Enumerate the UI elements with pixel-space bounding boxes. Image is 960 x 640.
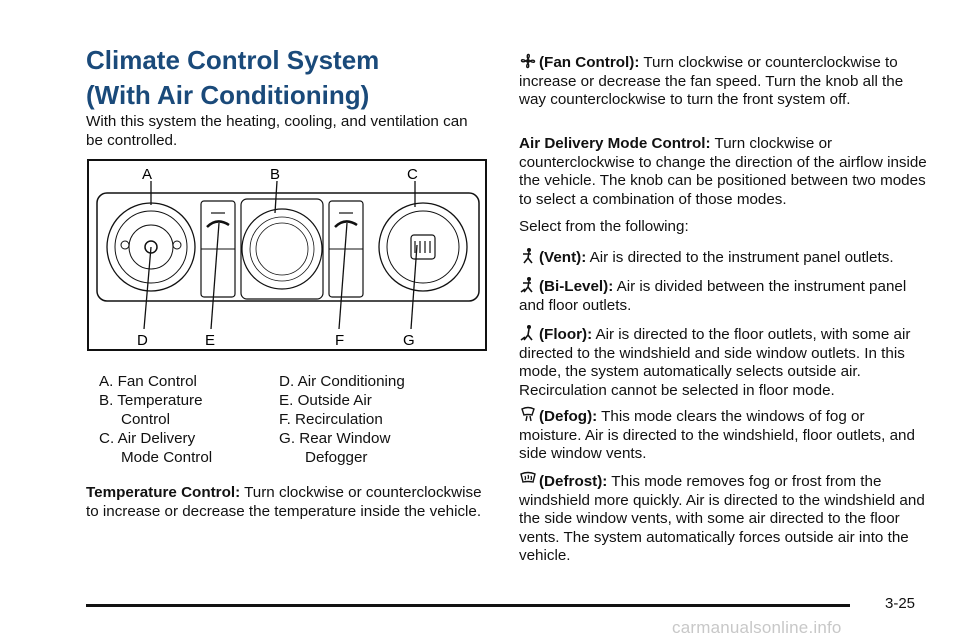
vent-text: Air is directed to the instrument panel outlets. xyxy=(586,249,894,266)
legend-c: C. Air Delivery xyxy=(99,430,196,447)
fan-icon xyxy=(519,52,537,70)
defrost-term: (Defrost): xyxy=(539,473,608,490)
bilevel-text: Air is divided between the instrument panel and floor outlets. xyxy=(519,278,907,314)
defog-term: (Defog): xyxy=(539,408,598,425)
figure-label-g: G xyxy=(403,332,415,349)
figure-label-d: D xyxy=(137,332,148,349)
title-line-1: Climate Control System xyxy=(86,45,380,75)
defrost-text: This mode removes fog or frost from the windshield more quickly. Air is directed to the windshield and the side window vents, with some air directed to the floor vents. The system automatically forces outside air into the vehicle. xyxy=(519,473,925,564)
legend-f: F. Recirculation xyxy=(279,411,383,428)
outside-air-icon xyxy=(207,221,229,227)
floor-text: Air is directed to the floor outlets, with some air directed to the windshield and side window outlets. In this mode, the system automatically selects outside air. Recirculation cannot be selected in floor mode. xyxy=(519,326,911,399)
defrost-icon xyxy=(519,471,537,489)
fan-control-text: Turn clockwise or counterclockwise to increase or decrease the fan speed. Turn the knob all the way counterclockwise to turn the front system off. xyxy=(519,54,904,108)
fan-control-term: (Fan Control): xyxy=(539,54,640,71)
defog-icon xyxy=(519,406,537,424)
bilevel-paragraph xyxy=(519,276,931,315)
temperature-control-term: Temperature Control: xyxy=(86,484,241,501)
figure-label-a: A xyxy=(142,166,153,183)
select-from-text: Select from the following: xyxy=(519,218,689,235)
vent-term: (Vent): xyxy=(539,249,587,266)
legend-a: A. Fan Control xyxy=(99,373,197,390)
legend-b: B. Temperature xyxy=(99,392,203,409)
page-title xyxy=(86,43,379,113)
figure-label-c: C xyxy=(407,166,418,183)
floor-term: (Floor): xyxy=(539,326,593,343)
figure-label-b: B xyxy=(270,166,281,183)
recirculation-icon xyxy=(335,221,357,227)
floor-icon xyxy=(519,324,537,342)
air-delivery-paragraph xyxy=(519,135,931,209)
floor-paragraph xyxy=(519,324,931,400)
legend-d: D. Air Conditioning xyxy=(279,373,405,390)
legend-g: G. Rear Window xyxy=(279,430,391,447)
watermark: carmanualsonline.info xyxy=(672,618,842,637)
title-line-2: (With Air Conditioning) xyxy=(86,80,370,110)
defrost-paragraph xyxy=(519,471,931,566)
legend-g-cont: Defogger xyxy=(305,449,368,466)
figure-label-e: E xyxy=(205,332,216,349)
bilevel-term: (Bi-Level): xyxy=(539,278,614,295)
temperature-control-paragraph xyxy=(86,484,486,521)
defog-paragraph xyxy=(519,406,931,464)
intro-paragraph: With this system the heating, cooling, and ventilation can be controlled. xyxy=(86,113,468,149)
page-number: 3-25 xyxy=(885,595,916,612)
legend-b-cont: Control xyxy=(121,411,170,428)
legend-c-cont: Mode Control xyxy=(121,449,213,466)
climate-control-figure xyxy=(87,159,487,351)
vent-paragraph xyxy=(519,247,931,268)
air-delivery-text: Turn clockwise or counterclockwise to change the direction of the airflow inside the vehicle. The knob can be positioned between two modes to select a combination of those modes. xyxy=(519,135,927,208)
air-delivery-term: Air Delivery Mode Control: xyxy=(519,135,711,152)
fan-control-paragraph xyxy=(519,52,931,110)
defog-text: This mode clears the windows of fog or moisture. Air is directed to the windshield, floor outlets, and side window vents. xyxy=(519,408,915,462)
bilevel-icon xyxy=(519,276,537,294)
vent-icon xyxy=(519,247,537,265)
legend-e: E. Outside Air xyxy=(279,392,372,409)
footer-rule xyxy=(86,604,850,607)
temperature-control-text: Turn clockwise or counterclockwise to increase or decrease the temperature inside the vehicle. xyxy=(86,484,482,520)
climate-control-illustration xyxy=(89,161,485,349)
figure-label-f: F xyxy=(335,332,345,349)
